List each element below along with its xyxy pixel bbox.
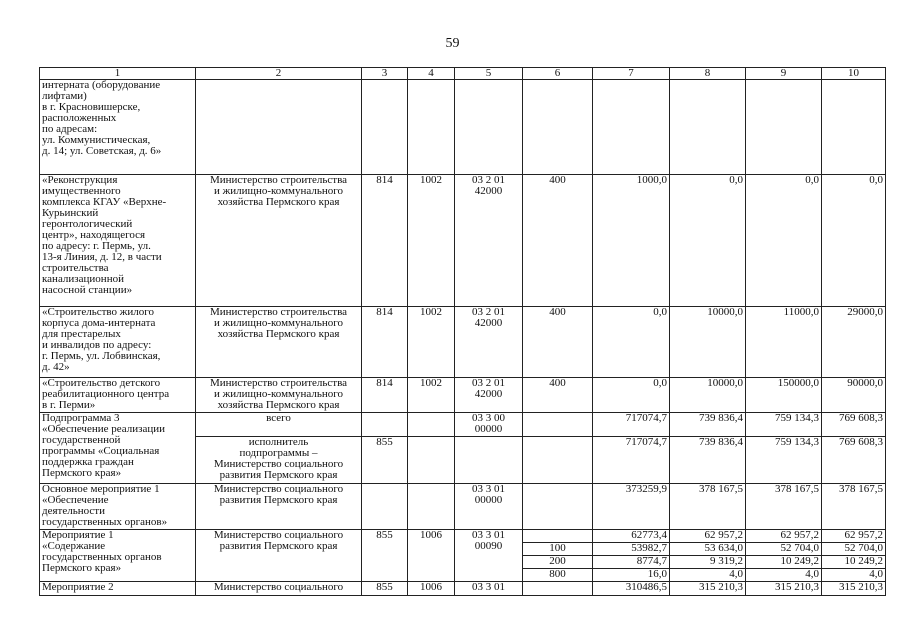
cell-value: 52 704,0 xyxy=(746,543,822,556)
cell-value: 378 167,5 xyxy=(670,484,746,530)
cell-code: 200 xyxy=(523,556,593,569)
item-name: Мероприятие 1 «Содержание государственных органов Пермского края» xyxy=(40,530,196,582)
cell-empty xyxy=(408,437,455,484)
cell-value: 9 319,2 xyxy=(670,556,746,569)
col-header: 2 xyxy=(196,68,362,80)
budget-table xyxy=(39,67,886,596)
header-row xyxy=(40,68,886,80)
cell-value: 8774,7 xyxy=(593,556,670,569)
table-row xyxy=(40,378,886,413)
cell-code: 814 xyxy=(362,378,408,413)
cell-value: 739 836,4 xyxy=(670,437,746,484)
cell-code: 1006 xyxy=(408,582,455,596)
executor: Министерство социального развития Пермского края xyxy=(196,530,362,582)
executor: Министерство социального xyxy=(196,582,362,596)
cell-code: 855 xyxy=(362,530,408,582)
cell-value: 52 704,0 xyxy=(822,543,886,556)
col-header: 6 xyxy=(523,68,593,80)
cell-code: 814 xyxy=(362,307,408,378)
cell-empty xyxy=(523,80,593,175)
cell-value: 0,0 xyxy=(822,175,886,307)
table-row xyxy=(40,175,886,307)
cell-empty xyxy=(408,484,455,530)
cell-value: 150000,0 xyxy=(746,378,822,413)
cell-empty xyxy=(362,484,408,530)
cell-empty xyxy=(362,413,408,437)
cell-value: 378 167,5 xyxy=(822,484,886,530)
cell-value: 759 134,3 xyxy=(746,437,822,484)
executor: исполнитель подпрограммы – Министерство социального развития Пермского края xyxy=(196,437,362,484)
cell-value: 717074,7 xyxy=(593,437,670,484)
executor: Министерство социального развития Пермского края xyxy=(196,484,362,530)
executor: Министерство строительства и жилищно-коммунального хозяйства Пермского края xyxy=(196,175,362,307)
cell-code xyxy=(523,530,593,543)
item-name: «Реконструкция имущественного комплекса КГАУ «Верхне- Курьинский геронтологический центр», находящегося по адресу: г. Пермь, ул. 13-я Линия, д. 12, в части строительства канализационной насосной станции» xyxy=(40,175,196,307)
table-row xyxy=(40,484,886,530)
cell-value: 29000,0 xyxy=(822,307,886,378)
cell-value: 53982,7 xyxy=(593,543,670,556)
cell-value: 10 249,2 xyxy=(746,556,822,569)
cell-empty xyxy=(362,80,408,175)
cell-value: 4,0 xyxy=(822,569,886,582)
cell-value: 0,0 xyxy=(593,378,670,413)
item-name: «Строительство жилого корпуса дома-интерната для престарелых и инвалидов по адресу: г. Пермь, ул. Лобвинская, д. 42» xyxy=(40,307,196,378)
cell-code: 855 xyxy=(362,582,408,596)
col-header: 1 xyxy=(40,68,196,80)
executor: всего xyxy=(196,413,362,437)
cell-value: 769 608,3 xyxy=(822,437,886,484)
cell-value: 717074,7 xyxy=(593,413,670,437)
cell-value: 315 210,3 xyxy=(746,582,822,596)
item-name: Основное мероприятие 1 «Обеспечение деятельности государственных органов» xyxy=(40,484,196,530)
cell-code: 855 xyxy=(362,437,408,484)
cell-value: 310486,5 xyxy=(593,582,670,596)
cell-value: 0,0 xyxy=(746,175,822,307)
table-row xyxy=(40,582,886,596)
cell-code: 814 xyxy=(362,175,408,307)
cell-code: 1006 xyxy=(408,530,455,582)
page-number: 59 xyxy=(445,36,460,51)
cell-code: 03 3 01 00000 xyxy=(455,484,523,530)
cell-empty xyxy=(455,80,523,175)
cell-value: 315 210,3 xyxy=(822,582,886,596)
cell-code: 400 xyxy=(523,307,593,378)
cell-value: 4,0 xyxy=(670,569,746,582)
cell-value: 62773,4 xyxy=(593,530,670,543)
cell-code: 03 3 01 00090 xyxy=(455,530,523,582)
cell-code: 03 2 01 42000 xyxy=(455,175,523,307)
cell-empty xyxy=(746,80,822,175)
executor: Министерство строительства и жилищно-коммунального хозяйства Пермского края xyxy=(196,307,362,378)
cell-value: 62 957,2 xyxy=(822,530,886,543)
cell-value: 10 249,2 xyxy=(822,556,886,569)
col-header: 7 xyxy=(593,68,670,80)
item-name: Подпрограмма 3 «Обеспечение реализации государственной программы «Социальная поддержка граждан Пермского края» xyxy=(40,413,196,484)
cell-empty xyxy=(408,413,455,437)
cell-value: 739 836,4 xyxy=(670,413,746,437)
cell-code: 100 xyxy=(523,543,593,556)
cell-value: 769 608,3 xyxy=(822,413,886,437)
cell-code: 400 xyxy=(523,378,593,413)
cell-value: 90000,0 xyxy=(822,378,886,413)
cell-empty xyxy=(523,484,593,530)
cell-value: 0,0 xyxy=(670,175,746,307)
col-header: 9 xyxy=(746,68,822,80)
cell-empty xyxy=(822,80,886,175)
cell-code: 1002 xyxy=(408,378,455,413)
cell-empty xyxy=(523,582,593,596)
cell-code: 03 2 01 42000 xyxy=(455,307,523,378)
table-row xyxy=(40,530,886,543)
cell-empty xyxy=(670,80,746,175)
cell-value: 759 134,3 xyxy=(746,413,822,437)
executor: Министерство строительства и жилищно-коммунального хозяйства Пермского края xyxy=(196,378,362,413)
cell-code: 03 3 00 00000 xyxy=(455,413,523,437)
col-header: 5 xyxy=(455,68,523,80)
cell-value: 315 210,3 xyxy=(670,582,746,596)
cell-code: 03 3 01 xyxy=(455,582,523,596)
cell-code: 1002 xyxy=(408,175,455,307)
cell-empty xyxy=(523,437,593,484)
item-name: интерната (оборудование лифтами) в г. Красновишерске, расположенных по адресам: ул. Коммунистическая, д. 14; ул. Советская, д. 6» xyxy=(40,80,196,175)
cell-value: 10000,0 xyxy=(670,378,746,413)
cell-code: 1002 xyxy=(408,307,455,378)
cell-value: 373259,9 xyxy=(593,484,670,530)
item-name: Мероприятие 2 xyxy=(40,582,196,596)
cell-code: 800 xyxy=(523,569,593,582)
cell-value: 11000,0 xyxy=(746,307,822,378)
cell-empty xyxy=(593,80,670,175)
col-header: 10 xyxy=(822,68,886,80)
table-row xyxy=(40,413,886,437)
cell-value: 16,0 xyxy=(593,569,670,582)
cell-value: 1000,0 xyxy=(593,175,670,307)
col-header: 8 xyxy=(670,68,746,80)
cell-empty xyxy=(523,413,593,437)
item-name: «Строительство детского реабилитационного центра в г. Перми» xyxy=(40,378,196,413)
col-header: 3 xyxy=(362,68,408,80)
cell-value: 62 957,2 xyxy=(670,530,746,543)
col-header: 4 xyxy=(408,68,455,80)
cell-value: 10000,0 xyxy=(670,307,746,378)
cell-code: 400 xyxy=(523,175,593,307)
cell-value: 0,0 xyxy=(593,307,670,378)
cell-empty xyxy=(408,80,455,175)
cell-value: 53 634,0 xyxy=(670,543,746,556)
cell-empty xyxy=(196,80,362,175)
cell-value: 378 167,5 xyxy=(746,484,822,530)
cell-code: 03 2 01 42000 xyxy=(455,378,523,413)
cell-empty xyxy=(455,437,523,484)
table-row xyxy=(40,80,886,175)
cell-value: 62 957,2 xyxy=(746,530,822,543)
cell-value: 4,0 xyxy=(746,569,822,582)
table-row xyxy=(40,307,886,378)
